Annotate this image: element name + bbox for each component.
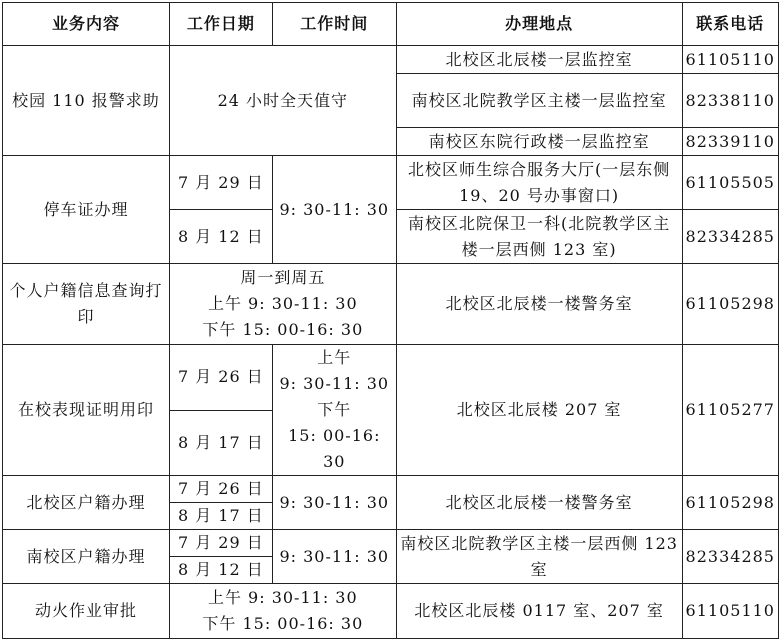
- date-cell: 7 月 29 日: [169, 156, 272, 210]
- schedule-days: 周一到周五: [240, 268, 326, 287]
- service-cell: 个人户籍信息查询打印: [3, 264, 170, 345]
- location-cell: 北校区北辰楼一楼警务室: [396, 476, 682, 530]
- table-row: [3, 476, 779, 503]
- time-cell: [272, 345, 396, 476]
- service-cell: 动火作业审批: [3, 584, 170, 639]
- schedule-morning: 上午 9: 30-11: 30: [207, 294, 358, 313]
- phone-cell: 82339110: [682, 128, 778, 156]
- time-morning-label: 上午: [317, 348, 352, 367]
- time-cell: 9: 30-11: 30: [272, 530, 396, 584]
- date-cell: 8 月 17 日: [169, 503, 272, 530]
- phone-cell: 61105277: [682, 345, 778, 476]
- phone-cell: 82334285: [682, 530, 778, 584]
- date-cell: 8 月 17 日: [169, 410, 272, 476]
- office-hours-table: [2, 2, 779, 639]
- schedule-afternoon: 下午 15: 00-16: 30: [202, 320, 364, 339]
- time-morning: 9: 30-11: 30: [279, 374, 390, 393]
- phone-cell: 61105298: [682, 476, 778, 530]
- table-row: [3, 530, 779, 557]
- schedule-cell: [169, 264, 396, 345]
- service-cell: 在校表现证明用印: [3, 345, 170, 476]
- phone-cell: 61105298: [682, 264, 778, 345]
- header-time: 工作时间: [272, 3, 396, 46]
- service-cell: 北校区户籍办理: [3, 476, 170, 530]
- table-row: [3, 264, 779, 345]
- header-service: 业务内容: [3, 3, 170, 46]
- schedule-morning: 上午 9: 30-11: 30: [207, 588, 358, 607]
- location-cell: 北校区师生综合服务大厅(一层东侧 19、20 号办事窗口): [396, 156, 682, 210]
- location-cell: 南校区北院教学区主楼一层监控室: [396, 74, 682, 128]
- service-cell: 停车证办理: [3, 156, 170, 264]
- table-row: [3, 46, 779, 74]
- date-cell: 7 月 26 日: [169, 476, 272, 503]
- table-row: [3, 345, 779, 411]
- phone-cell: 61105110: [682, 46, 778, 74]
- date-cell: 8 月 12 日: [169, 210, 272, 264]
- location-cell: 北校区北辰楼 207 室: [396, 345, 682, 476]
- time-afternoon: 15: 00-16: 30: [288, 426, 381, 471]
- schedule-afternoon: 下午 15: 00-16: 30: [202, 614, 364, 633]
- location-cell: 北校区北辰楼一层监控室: [396, 46, 682, 74]
- header-row: [3, 3, 779, 46]
- service-cell: 校园 110 报警求助: [3, 46, 170, 156]
- phone-cell: 82334285: [682, 210, 778, 264]
- time-cell: 9: 30-11: 30: [272, 156, 396, 264]
- header-location: 办理地点: [396, 3, 682, 46]
- time-cell: 9: 30-11: 30: [272, 476, 396, 530]
- location-cell: 北校区北辰楼 0117 室、207 室: [396, 584, 682, 639]
- location-cell: 南校区北院教学区主楼一层西侧 123 室: [396, 530, 682, 584]
- phone-cell: 82338110: [682, 74, 778, 128]
- date-cell: 7 月 29 日: [169, 530, 272, 557]
- date-cell: 8 月 12 日: [169, 557, 272, 584]
- phone-cell: 61105505: [682, 156, 778, 210]
- header-phone: 联系电话: [682, 3, 778, 46]
- schedule-cell: [169, 584, 396, 639]
- phone-cell: 61105110: [682, 584, 778, 639]
- service-cell: 南校区户籍办理: [3, 530, 170, 584]
- table-row: [3, 156, 779, 210]
- time-afternoon-label: 下午: [317, 400, 352, 419]
- date-cell: 7 月 26 日: [169, 345, 272, 411]
- schedule-cell: 24 小时全天值守: [169, 46, 396, 156]
- header-date: 工作日期: [169, 3, 272, 46]
- location-cell: 南校区东院行政楼一层监控室: [396, 128, 682, 156]
- location-cell: 北校区北辰楼一楼警务室: [396, 264, 682, 345]
- table-row: [3, 584, 779, 639]
- location-cell: 南校区北院保卫一科(北院教学区主楼一层西侧 123 室): [396, 210, 682, 264]
